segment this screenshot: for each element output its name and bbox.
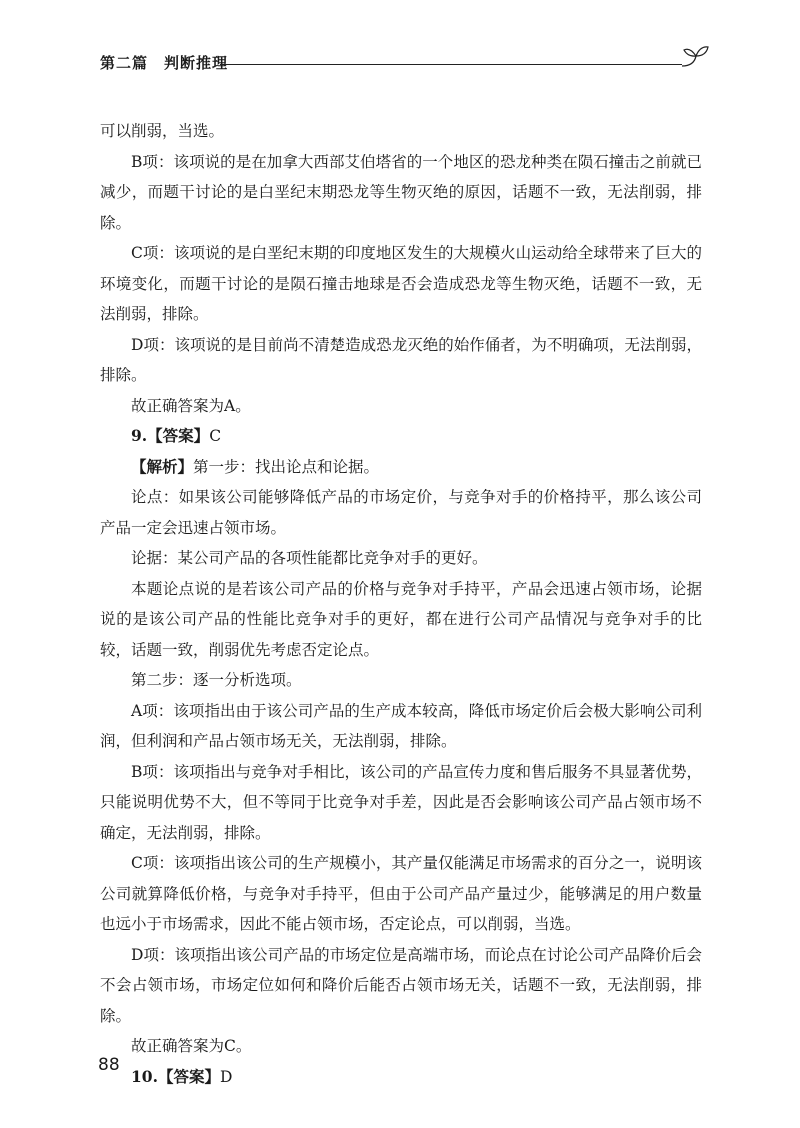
- paragraph: B项：该项说的是在加拿大西部艾伯塔省的一个地区的恐龙种类在陨石撞击之前就已减少，而题干讨论的是白垩纪末期恐龙等生物灭绝的原因，话题不一致，无法削弱，排除。: [100, 152, 702, 232]
- paragraph: D项：该项说的是目前尚不清楚造成恐龙灭绝的始作俑者，为不明确项，无法削弱，排除。: [100, 335, 702, 384]
- analysis-line: [100, 452, 702, 483]
- page-header: [100, 50, 710, 78]
- paragraph: 论据：某公司产品的各项性能都比竞争对手的更好。: [131, 549, 488, 567]
- page-body: [100, 116, 702, 1092]
- analysis-text: 第一步：找出论点和论据。: [193, 457, 380, 476]
- analysis-label: 【解析】: [131, 456, 194, 476]
- paragraph: 可以削弱，当选。: [100, 122, 225, 140]
- section-title: 第二篇 判断推理: [100, 54, 229, 72]
- answer-label: 10.【答案】: [131, 1066, 220, 1086]
- answer-label: 9.【答案】: [131, 426, 210, 445]
- answer-line: [100, 1062, 702, 1093]
- sprout-icon: [680, 44, 710, 72]
- paragraph: 故正确答案为A。: [131, 396, 251, 415]
- paragraph: 本题论点说的是若该公司产品的价格与竞争对手持平，产品会迅速占领市场，论据说的是该公司产品的性能比竞争对手的更好，都在进行公司产品情况与竞争对手的比较，话题一致，削弱优先考虑否定论点。: [100, 579, 702, 659]
- header-rule: [220, 64, 682, 65]
- paragraph: 故正确答案为C。: [131, 1037, 252, 1055]
- paragraph: D项：该项指出该公司产品的市场定位是高端市场，而论点在讨论公司产品降价后会不会占领市场，市场定位如何和降价后能否占领市场无关，话题不一致，无法削弱，排除。: [100, 945, 702, 1025]
- answer-value: D: [219, 1067, 233, 1086]
- answer-line: [100, 421, 702, 452]
- answer-value: C: [209, 427, 222, 445]
- paragraph: C项：该项指出该公司的生产规模小，其产量仅能满足市场需求的百分之一，说明该公司就算降低价格，与竞争对手持平，但由于公司产品产量过少，能够满足的用户数量也远小于市场需求，因此不能占领市场，否定论点，可以削弱，当选。: [100, 854, 702, 933]
- paragraph: 第二步：逐一分析选项。: [131, 671, 302, 689]
- paragraph: 论点：如果该公司能够降低产品的市场定价，与竞争对手的价格持平，那么该公司产品一定会迅速占领市场。: [100, 488, 702, 537]
- paragraph: A项：该项指出由于该公司产品的生产成本较高，降低市场定价后会极大影响公司利润，但利润和产品占领市场无关，无法削弱，排除。: [100, 701, 702, 750]
- paragraph: B项：该项指出与竞争对手相比，该公司的产品宣传力度和售后服务不具显著优势，只能说明优势不大，但不等同于比竞争对手差，因此是否会影响该公司产品占领市场不确定，无法削弱，排除。: [100, 762, 702, 842]
- page-number: 88: [98, 1055, 120, 1075]
- paragraph: C项：该项说的是白垩纪末期的印度地区发生的大规模火山运动给全球带来了巨大的环境变化，而题干讨论的是陨石撞击地球是否会造成恐龙等生物灭绝，话题不一致，无法削弱，排除。: [100, 244, 702, 323]
